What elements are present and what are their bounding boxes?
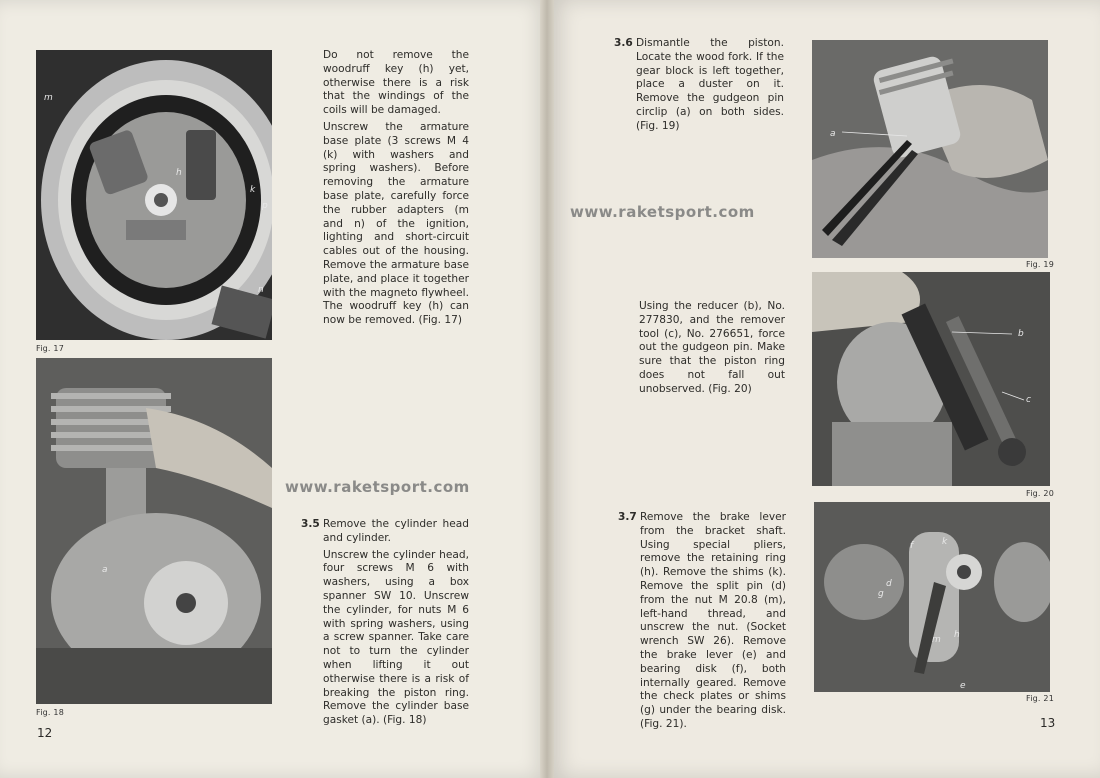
fig21-caption: Fig. 21 — [1026, 694, 1054, 703]
fig21-label-d: d — [886, 579, 892, 589]
fig18-caption: Fig. 18 — [36, 708, 64, 717]
left-text-block — [323, 49, 469, 331]
fig17-photo — [36, 50, 272, 340]
fig21-label-e: e — [960, 681, 966, 691]
step-3-7-sub: 7 — [629, 511, 637, 523]
fig17-caption: Fig. 17 — [36, 344, 64, 353]
book-spine — [540, 0, 554, 778]
fig17-label-k: k — [250, 185, 256, 195]
fig19-caption: Fig. 19 — [1026, 260, 1054, 269]
fig20-caption: Fig. 20 — [1026, 489, 1054, 498]
fig21-label-k: k — [942, 537, 948, 547]
fig17-label-p: p — [262, 201, 268, 211]
step-3-5-title: Remove the cylinder head and cylinder. — [323, 518, 469, 544]
page-number-left: 12 — [37, 726, 53, 740]
step-3-7-number: 3. — [618, 511, 630, 523]
fig21-label-h: h — [954, 630, 960, 640]
paragraph-armature: Unscrew the armature base plate (3 screws M 4 (k) with washers and spring washers). Before removing the armature base plate, carefully force the rubber adapters (m and n) of the ignition, lighting and short-circuit cables out of the housing. Remove the armature base plate, and place it together with the magneto flywheel. The woodruff key (h) can now be removed. (Fig. 17) — [323, 120, 469, 327]
step-3-6-number: 3. — [614, 37, 626, 49]
fig19-label-a: a — [830, 129, 836, 139]
fig21-label-m: m — [932, 635, 941, 645]
fig20-photo — [812, 272, 1050, 486]
step-3-6 — [614, 37, 784, 137]
fig20-label-b: b — [1018, 329, 1024, 339]
watermark-left: www.raketsport.com — [285, 478, 470, 496]
fig17-label-m: m — [44, 93, 53, 103]
step-3-5 — [301, 518, 469, 731]
step-3-6-sub: 6 — [625, 37, 633, 49]
fig17-label-n: n — [258, 285, 264, 295]
step-3-6-body: Dismantle the piston. Locate the wood fork. If the gear block is left together, place a duster on it. Remove the gudgeon pin circlip (a) on both sides. (Fig. 19) — [636, 37, 784, 132]
fig21-label-f: f — [910, 541, 914, 551]
step-3-7-body: Remove the brake lever from the bracket shaft. Using special pliers, remove the retaining ring (h). Remove the shims (k). Remove the split pin (d) from the nut M 20.8 (m), left-hand thread, and unscrew the nut. (Socket wrench SW 26). Remove the brake lever (e) and bearing disk (f), both internally geared. Remove the check plates or shims (g) under the bearing disk. (Fig. 21). — [640, 511, 786, 730]
fig18-label-a: a — [102, 565, 108, 575]
step-3-5-sub: 5 — [312, 518, 320, 530]
reducer-text-block — [639, 300, 785, 400]
page-number-right: 13 — [1040, 716, 1056, 730]
fig17-label-h: h — [176, 168, 182, 178]
watermark-right: www.raketsport.com — [570, 203, 755, 221]
step-3-5-body: Unscrew the cylinder head, four screws M 6 with washers, using a box spanner SW 10. Unscrew the cylinder, for nuts M 6 with spring washers, using a screw spanner. Take care not to turn the cylinder when lifting it out otherwise there is a risk of breaking the piston ring. Remove the cylinder base gasket (a). (Fig. 18) — [323, 548, 469, 727]
fig21-label-g: g — [878, 589, 884, 599]
step-3-5-heading — [301, 518, 469, 546]
paragraph-reducer: Using the reducer (b), No. 277830, and the remover tool (c), No. 276651, force out the gudgeon pin. Make sure that the piston ring does not fall out unobserved. (Fig. 20) — [639, 300, 785, 395]
step-3-7 — [618, 511, 786, 735]
fig18-photo — [36, 358, 272, 704]
fig20-label-c: c — [1026, 395, 1031, 405]
step-3-5-number: 3. — [301, 518, 313, 530]
fig19-photo — [812, 40, 1048, 258]
paragraph-woodruff-key: Do not remove the woodruff key (h) yet, otherwise there is a risk that the windings of the coils will be damaged. — [323, 49, 469, 117]
fig21-photo — [814, 502, 1050, 692]
